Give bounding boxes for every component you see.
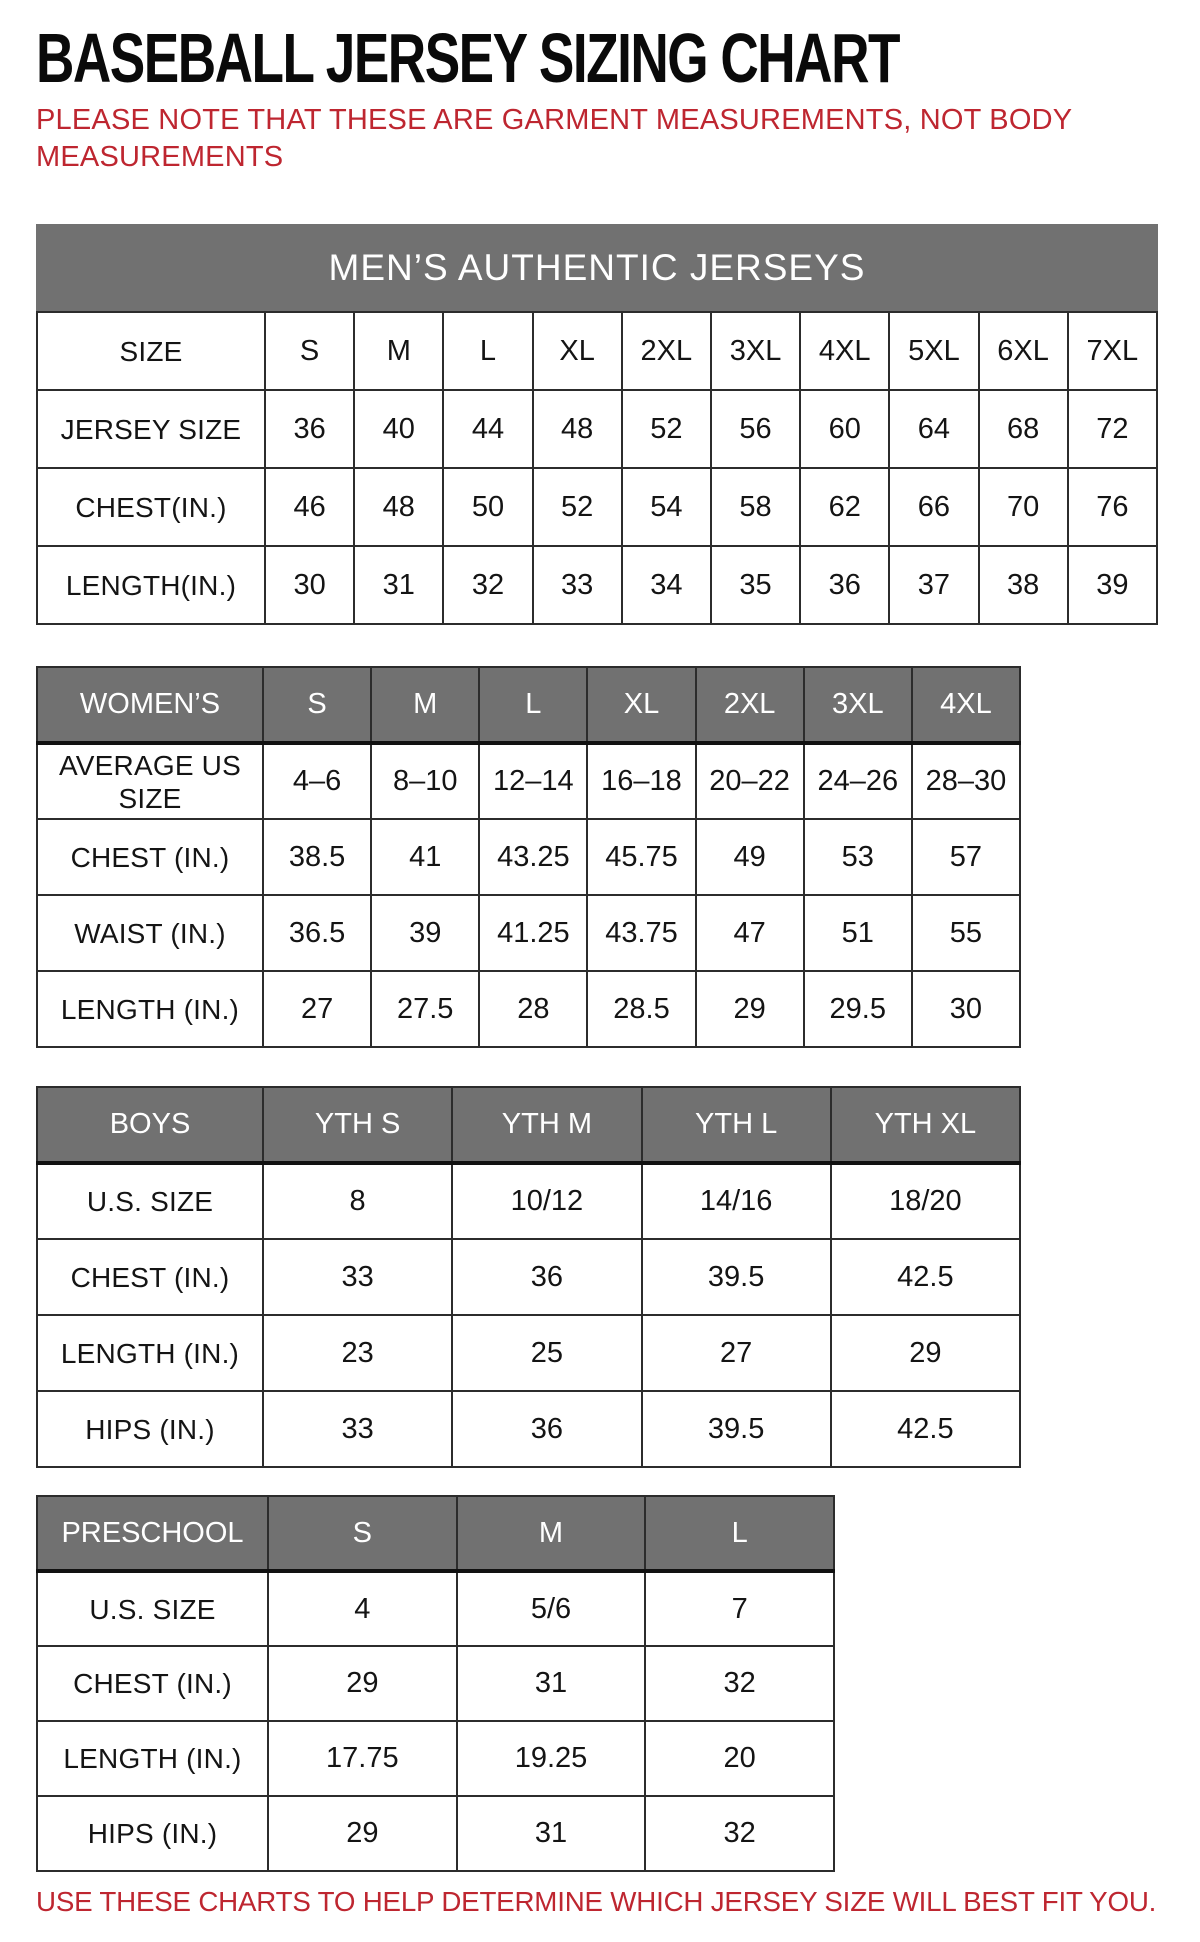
size-value-cell: 10/12 <box>452 1163 641 1239</box>
preschool-data-row <box>37 1646 834 1721</box>
size-value-cell: 31 <box>354 546 443 624</box>
size-value-cell: 20–22 <box>696 743 804 819</box>
size-value-cell: 6XL <box>979 312 1068 390</box>
size-value-cell: 36.5 <box>263 895 371 971</box>
mens-data-row <box>37 468 1157 546</box>
preschool-header-row <box>37 1496 834 1571</box>
size-value-cell: 38.5 <box>263 819 371 895</box>
row-label-cell: U.S. SIZE <box>37 1571 268 1646</box>
boys-data-row <box>37 1391 1020 1467</box>
womens-header-row <box>37 667 1020 743</box>
size-value-cell: 29 <box>268 1796 457 1871</box>
boys-header-size-cell: YTH L <box>642 1087 831 1163</box>
mens-data-row <box>37 546 1157 624</box>
size-value-cell: 4XL <box>800 312 889 390</box>
preschool-header-size-cell: S <box>268 1496 457 1571</box>
preschool-table-grid <box>36 1495 835 1872</box>
size-value-cell: L <box>443 312 532 390</box>
preschool-header-size-cell: L <box>645 1496 834 1571</box>
size-value-cell: 33 <box>263 1239 452 1315</box>
size-value-cell: S <box>265 312 354 390</box>
mens-data-row <box>37 390 1157 468</box>
size-value-cell: 4 <box>268 1571 457 1646</box>
row-label-cell: CHEST (IN.) <box>37 1646 268 1721</box>
size-value-cell: 39.5 <box>642 1391 831 1467</box>
size-value-cell: 41.25 <box>479 895 587 971</box>
size-value-cell: 32 <box>443 546 532 624</box>
size-value-cell: 19.25 <box>457 1721 646 1796</box>
womens-data-row <box>37 895 1020 971</box>
size-value-cell: 37 <box>889 546 978 624</box>
row-label-cell: LENGTH (IN.) <box>37 1721 268 1796</box>
row-label-cell: LENGTH(IN.) <box>37 546 265 624</box>
size-value-cell: 39.5 <box>642 1239 831 1315</box>
size-value-cell: 53 <box>804 819 912 895</box>
womens-sizing-table <box>36 666 1021 1048</box>
size-value-cell: 41 <box>371 819 479 895</box>
size-value-cell: 28–30 <box>912 743 1020 819</box>
womens-header-label-cell: WOMEN’S <box>37 667 263 743</box>
boys-data-row <box>37 1315 1020 1391</box>
size-value-cell: 39 <box>371 895 479 971</box>
size-value-cell: 32 <box>645 1646 834 1721</box>
garment-measurement-note <box>36 102 1166 176</box>
size-value-cell: 39 <box>1068 546 1157 624</box>
size-value-cell: 34 <box>622 546 711 624</box>
size-value-cell: 42.5 <box>831 1239 1020 1315</box>
size-value-cell: 44 <box>443 390 532 468</box>
size-value-cell: 49 <box>696 819 804 895</box>
size-value-cell: 57 <box>912 819 1020 895</box>
size-value-cell: 56 <box>711 390 800 468</box>
size-value-cell: 47 <box>696 895 804 971</box>
boys-header-size-cell: YTH XL <box>831 1087 1020 1163</box>
size-value-cell: 32 <box>645 1796 834 1871</box>
size-value-cell: 27.5 <box>371 971 479 1047</box>
size-value-cell: 23 <box>263 1315 452 1391</box>
womens-header-size-cell: 3XL <box>804 667 912 743</box>
size-value-cell: 28 <box>479 971 587 1047</box>
size-value-cell: 27 <box>263 971 371 1047</box>
womens-header-size-cell: 4XL <box>912 667 1020 743</box>
size-value-cell: 52 <box>533 468 622 546</box>
size-value-cell: 17.75 <box>268 1721 457 1796</box>
size-value-cell: M <box>354 312 443 390</box>
size-value-cell: 25 <box>452 1315 641 1391</box>
boys-header-size-cell: YTH M <box>452 1087 641 1163</box>
row-label-cell: HIPS (IN.) <box>37 1391 263 1467</box>
row-label-cell: LENGTH (IN.) <box>37 1315 263 1391</box>
size-value-cell: 48 <box>533 390 622 468</box>
boys-sizing-table <box>36 1086 1021 1468</box>
size-value-cell: 68 <box>979 390 1068 468</box>
boys-data-row <box>37 1239 1020 1315</box>
row-label-cell: HIPS (IN.) <box>37 1796 268 1871</box>
size-value-cell: 36 <box>800 546 889 624</box>
size-value-cell: 29.5 <box>804 971 912 1047</box>
row-label-cell: JERSEY SIZE <box>37 390 265 468</box>
size-value-cell: 30 <box>912 971 1020 1047</box>
size-value-cell: 31 <box>457 1646 646 1721</box>
row-label-cell: SIZE <box>37 312 265 390</box>
size-value-cell: 48 <box>354 468 443 546</box>
boys-header-size-cell: YTH S <box>263 1087 452 1163</box>
row-label-cell: CHEST(IN.) <box>37 468 265 546</box>
size-value-cell: 2XL <box>622 312 711 390</box>
row-label-cell: CHEST (IN.) <box>37 819 263 895</box>
size-value-cell: 64 <box>889 390 978 468</box>
row-label-cell: WAIST (IN.) <box>37 895 263 971</box>
size-value-cell: 38 <box>979 546 1068 624</box>
preschool-data-row <box>37 1571 834 1646</box>
size-value-cell: 43.75 <box>587 895 695 971</box>
womens-header-size-cell: 2XL <box>696 667 804 743</box>
size-value-cell: 29 <box>696 971 804 1047</box>
preschool-data-row <box>37 1796 834 1871</box>
mens-table-grid <box>36 311 1158 625</box>
size-value-cell: 35 <box>711 546 800 624</box>
size-value-cell: 33 <box>263 1391 452 1467</box>
size-value-cell: 52 <box>622 390 711 468</box>
size-value-cell: 45.75 <box>587 819 695 895</box>
size-value-cell: 42.5 <box>831 1391 1020 1467</box>
size-value-cell: 40 <box>354 390 443 468</box>
size-value-cell: 28.5 <box>587 971 695 1047</box>
page-title: BASEBALL JERSEY SIZING CHART <box>36 19 899 97</box>
womens-data-row <box>37 971 1020 1047</box>
boys-header-label-cell: BOYS <box>37 1087 263 1163</box>
size-value-cell: 3XL <box>711 312 800 390</box>
womens-header-size-cell: L <box>479 667 587 743</box>
size-value-cell: 36 <box>452 1391 641 1467</box>
size-value-cell: 62 <box>800 468 889 546</box>
preschool-header-label-cell: PRESCHOOL <box>37 1496 268 1571</box>
size-value-cell: 8 <box>263 1163 452 1239</box>
size-value-cell: 18/20 <box>831 1163 1020 1239</box>
size-value-cell: 33 <box>533 546 622 624</box>
boys-header-row <box>37 1087 1020 1163</box>
size-value-cell: XL <box>533 312 622 390</box>
womens-data-row <box>37 743 1020 819</box>
preschool-data-row <box>37 1721 834 1796</box>
preschool-sizing-table <box>36 1495 835 1872</box>
size-value-cell: 8–10 <box>371 743 479 819</box>
size-value-cell: 58 <box>711 468 800 546</box>
row-label-cell: AVERAGE US SIZE <box>37 743 263 819</box>
mens-table-banner: MEN’S AUTHENTIC JERSEYS <box>36 224 1158 311</box>
mens-sizing-table <box>36 224 1158 625</box>
womens-header-size-cell: M <box>371 667 479 743</box>
size-value-cell: 66 <box>889 468 978 546</box>
footer-note: USE THESE CHARTS TO HELP DETERMINE WHICH JERSEY SIZE WILL BEST FIT YOU. <box>36 1886 1157 1917</box>
size-value-cell: 4–6 <box>263 743 371 819</box>
size-value-cell: 60 <box>800 390 889 468</box>
boys-data-row <box>37 1163 1020 1239</box>
size-value-cell: 14/16 <box>642 1163 831 1239</box>
womens-header-size-cell: S <box>263 667 371 743</box>
size-value-cell: 46 <box>265 468 354 546</box>
size-value-cell: 31 <box>457 1796 646 1871</box>
size-value-cell: 55 <box>912 895 1020 971</box>
size-value-cell: 43.25 <box>479 819 587 895</box>
size-value-cell: 5XL <box>889 312 978 390</box>
size-value-cell: 72 <box>1068 390 1157 468</box>
row-label-cell: CHEST (IN.) <box>37 1239 263 1315</box>
womens-table-grid <box>36 666 1021 1048</box>
preschool-header-size-cell: M <box>457 1496 646 1571</box>
size-value-cell: 76 <box>1068 468 1157 546</box>
row-label-cell: LENGTH (IN.) <box>37 971 263 1047</box>
size-value-cell: 24–26 <box>804 743 912 819</box>
boys-table-grid <box>36 1086 1021 1468</box>
size-value-cell: 36 <box>265 390 354 468</box>
size-value-cell: 30 <box>265 546 354 624</box>
size-value-cell: 70 <box>979 468 1068 546</box>
size-value-cell: 7XL <box>1068 312 1157 390</box>
size-value-cell: 36 <box>452 1239 641 1315</box>
size-value-cell: 20 <box>645 1721 834 1796</box>
size-value-cell: 50 <box>443 468 532 546</box>
size-value-cell: 16–18 <box>587 743 695 819</box>
mens-data-row <box>37 312 1157 390</box>
size-value-cell: 29 <box>831 1315 1020 1391</box>
size-value-cell: 27 <box>642 1315 831 1391</box>
size-value-cell: 7 <box>645 1571 834 1646</box>
size-value-cell: 51 <box>804 895 912 971</box>
size-value-cell: 12–14 <box>479 743 587 819</box>
note-line-1: PLEASE NOTE THAT THESE ARE GARMENT MEASUREMENTS, NOT BODY <box>36 104 1073 136</box>
size-value-cell: 5/6 <box>457 1571 646 1646</box>
note-line-2: MEASUREMENTS <box>36 141 284 173</box>
size-value-cell: 54 <box>622 468 711 546</box>
womens-data-row <box>37 819 1020 895</box>
womens-header-size-cell: XL <box>587 667 695 743</box>
size-value-cell: 29 <box>268 1646 457 1721</box>
row-label-cell: U.S. SIZE <box>37 1163 263 1239</box>
